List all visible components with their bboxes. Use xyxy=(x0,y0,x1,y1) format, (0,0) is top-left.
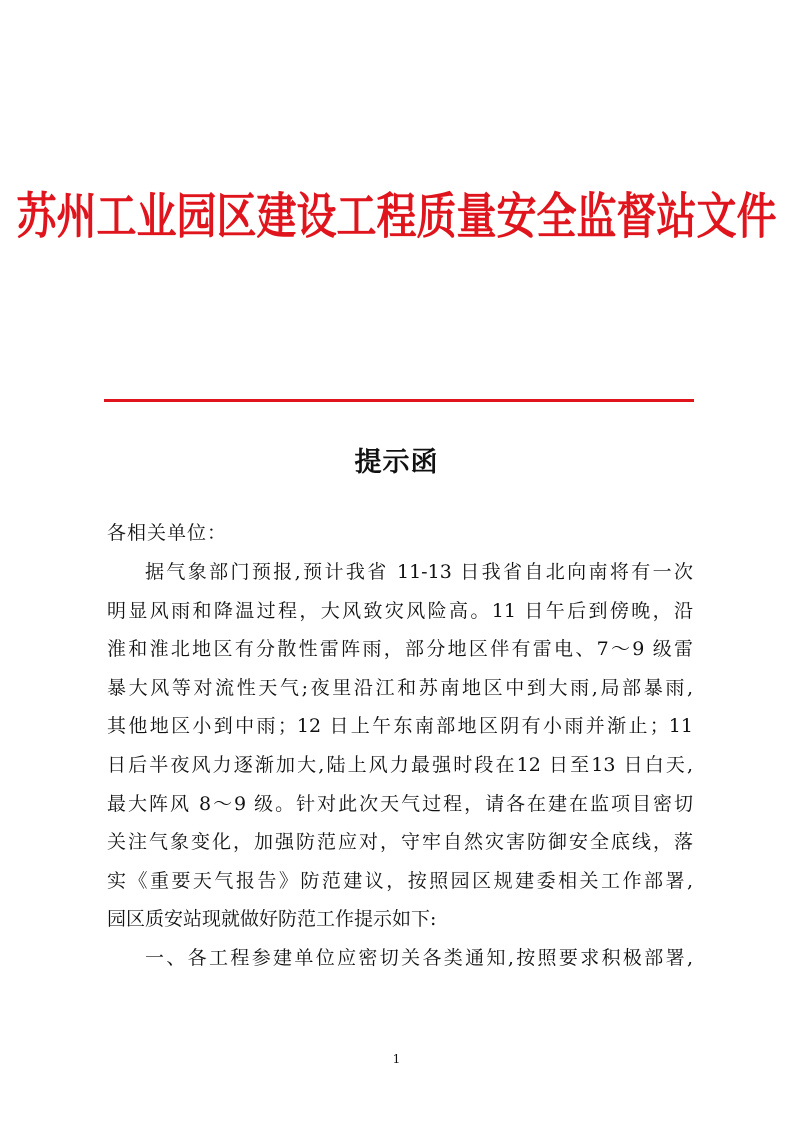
body-line: 园区质安站现就做好防范工作提示如下: xyxy=(107,908,437,931)
body-text xyxy=(107,553,693,978)
body-line: 实《重要天气报告》防范建议，按照园区规建委相关工作部署, xyxy=(107,869,693,892)
salutation: 各相关单位： xyxy=(107,522,228,544)
body-line: 暴大风等对流性天气;夜里沿江和苏南地区中到大雨,局部暴雨, xyxy=(107,676,693,699)
body-line: 其他地区小到中雨；12 日上午东南部地区阴有小雨并渐止；11 xyxy=(107,715,693,738)
issuing-organization-title: 苏州工业园区建设工程质量安全监督站文件 xyxy=(16,188,777,246)
body-line: 据气象部门预报,预计我省 11-13 日我省自北向南将有一次 xyxy=(145,561,693,583)
body-line: 关注气象变化，加强防范应对，守牢自然灾害防御安全底线，落 xyxy=(107,831,693,854)
body-line: 最大阵风 8～9 级。针对此次天气过程，请各在建在监项目密切 xyxy=(107,792,693,815)
body-line: 日后半夜风力逐渐加大,陆上风力最强时段在12 日至13 日白天, xyxy=(107,753,693,776)
header-red-rule xyxy=(104,399,694,402)
body-line: 淮和淮北地区有分散性雷阵雨，部分地区伴有雷电、7～9 级雷 xyxy=(107,638,693,661)
body-line: 明显风雨和降温过程，大风致灾风险高。11 日午后到傍晚，沿 xyxy=(107,599,693,622)
document-title: 提示函 xyxy=(354,447,439,478)
page-number: 1 xyxy=(392,1052,401,1066)
body-line: 一、各工程参建单位应密切关各类通知,按照要求积极部署, xyxy=(145,946,693,969)
